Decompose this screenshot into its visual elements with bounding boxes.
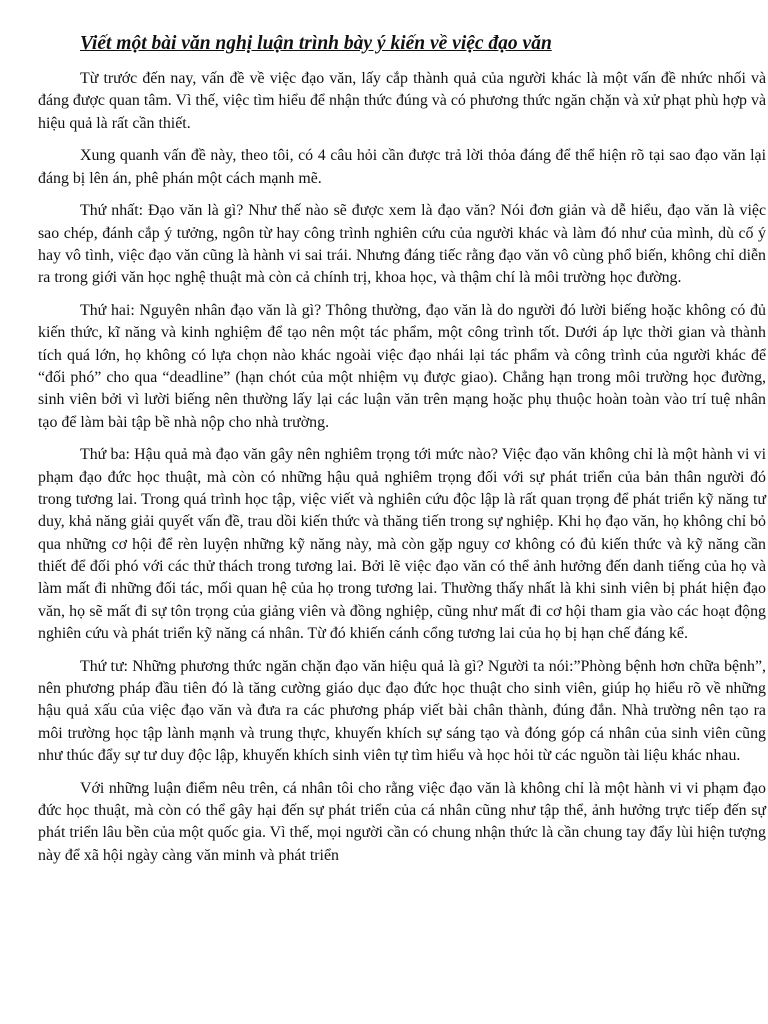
paragraph-conclusion: Với những luận điểm nêu trên, cá nhân tôi cho rằng việc đạo văn là không chỉ là một hành vi vi phạm đạo đức học thuật, mà còn có thể gây hại đến sự phát triển của cá nhân cũng như tập thể, ảnh hưởng trực tiếp đến sự phát triển lâu bền của một quốc gia. Vì thế, mọi người cần có chung nhận thức là cần chung tay đẩy lùi hiện tượng này để xã hội ngày càng văn minh và phát triển <box>38 779 766 864</box>
paragraph-third: Thứ ba: Hậu quả mà đạo văn gây nên nghiêm trọng tới mức nào? Việc đạo văn không chỉ là một hành vi vi phạm đạo đức học thuật, mà còn có những hậu quả nghiêm trọng đối với sự phát triển của bản thân người đó trong tương lai. Trong quá trình học tập, việc viết và nghiên cứu độc lập là rất quan trọng để phát triển kỹ năng tư duy, khả năng giải quyết vấn đề, trau dồi kiến thức và thăng tiến trong sự nghiệp. Khi họ đạo văn, họ không chỉ bỏ qua những cơ hội để rèn luyện những kỹ năng này, mà còn gặp nguy cơ không có đủ kiến thức và kỹ năng cần thiết để đối phó với các thử thách trong tương lai. Bởi lẽ việc đạo văn có thể ảnh hưởng đến danh tiếng của họ và làm mất đi những đối tác, mối quan hệ của họ trong tương lai. Thường thấy nhất là khi sinh viên bị phát hiện đạo văn, họ sẽ mất đi sự tôn trọng của giảng viên và đồng nghiệp, cũng như mất đi cơ hội tham gia vào các hoạt động nghiên cứu và phát triển kỹ năng cá nhân. Từ đó khiến cánh cổng tương lai của họ bị hạn chế đáng kể. <box>38 446 766 642</box>
document-title: Viết một bài văn nghị luận trình bày ý kiến về việc đạo văn <box>80 33 552 54</box>
paragraph-second: Thứ hai: Nguyên nhân đạo văn là gì? Thông thường, đạo văn là do người đó lười biếng hoặc không có đủ kiến thức, kĩ năng và kinh nghiệm để tạo nên một tác phẩm, một công trình tốt. Dưới áp lực thời gian và thành tích quá lớn, họ không có lựa chọn nào khác ngoài việc đạo nhái lại tác phẩm và công trình của người khác để “đối phó” cho qua “deadline” (hạn chót của một nhiệm vụ được giao). Chẳng hạn trong môi trường học đường, sinh viên bởi vì lười biếng nên thường lấy lại các luận văn trên mạng hoặc phụ thuộc hoàn toàn vào trí tuệ nhân tạo để làm bài tập bề nhà nộp cho nhà trường. <box>38 302 766 431</box>
paragraph-intro: Từ trước đến nay, vấn đề về việc đạo văn, lấy cắp thành quả của người khác là một vấn đề nhức nhối và đáng được quan tâm. Vì thế, việc tìm hiểu để nhận thức đúng và có phương thức ngăn chặn và xử phạt phù hợp và hiệu quả là rất cần thiết. <box>38 70 766 132</box>
document-page <box>38 30 766 877</box>
paragraph-fourth: Thứ tư: Những phương thức ngăn chặn đạo văn hiệu quả là gì? Người ta nói:”Phòng bệnh hơn chữa bệnh”, nên phương pháp đầu tiên đó là tăng cường giáo dục đạo đức học thuật cho sinh viên, giúp họ hiểu rõ về những hậu quả xấu của việc đạo văn và đưa ra các phương pháp viết bài chân thành, đúng đắn. Nhà trường nên tạo ra môi trường học tập lành mạnh và trung thực, khuyến khích sự sáng tạo và đóng góp cá nhân của sinh viên cũng như thúc đẩy sự tư duy độc lập, khuyến khích sinh viên tự tìm hiểu và học hỏi từ các nguồn tài liệu khác nhau. <box>38 657 766 764</box>
paragraph-questions: Xung quanh vấn đề này, theo tôi, có 4 câu hỏi cần được trả lời thỏa đáng để thể hiện rõ tại sao đạo văn lại đáng bị lên án, phê phán một cách mạnh mẽ. <box>38 147 766 187</box>
paragraph-first: Thứ nhất: Đạo văn là gì? Như thế nào sẽ được xem là đạo văn? Nói đơn giản và dễ hiểu, đạo văn là việc sao chép, đánh cắp ý tưởng, ngôn từ hay công trình nghiên cứu của người khác và làm đó như của mình, dù cố ý hay vô tình, việc đạo văn cũng là hành vi sai trái. Nhưng đáng tiếc rằng đạo văn vô cùng phổ biến, không chỉ diễn ra trong giới văn học nghệ thuật mà còn cả chính trị, khoa học, và thậm chí là môi trường học đường. <box>38 202 766 287</box>
